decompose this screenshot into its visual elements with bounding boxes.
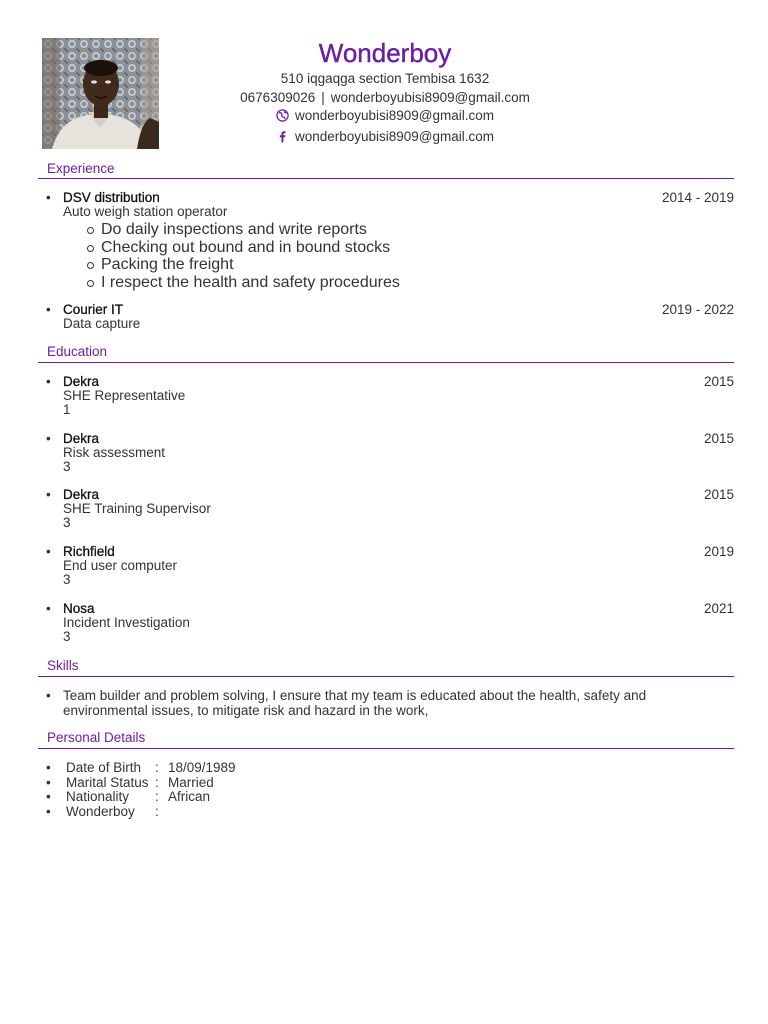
contact-separator: | — [321, 89, 325, 105]
list-bullet: • — [46, 544, 51, 559]
experience-divider — [38, 178, 734, 179]
job-role: Data capture — [63, 316, 141, 331]
skills-divider — [38, 676, 734, 677]
course-name: End user computer — [63, 558, 178, 573]
task-list — [101, 221, 400, 291]
detail-label: Marital Status — [66, 774, 149, 790]
list-bullet: • — [46, 789, 51, 805]
task-item: Packing the freight — [101, 256, 400, 274]
list-bullet: • — [46, 487, 51, 502]
employment-dates: 2014 - 2019 — [661, 190, 734, 205]
detail-value: 18/09/1989 — [168, 760, 236, 775]
course-level: 3 — [63, 629, 71, 644]
detail-value: Married — [168, 774, 214, 790]
phone-number: 0676309026 — [240, 89, 316, 105]
job-role: Auto weigh station operator — [63, 204, 228, 219]
education-year: 2015 — [703, 374, 734, 389]
task-item: I respect the health and safety procedures — [101, 273, 400, 291]
facebook-link[interactable]: wonderboyubisi8909@gmail.com — [294, 128, 495, 144]
institution-name: Nosa — [63, 601, 95, 616]
list-bullet: • — [46, 190, 51, 205]
course-name: SHE Representative — [63, 388, 186, 403]
education-heading: Education — [47, 344, 108, 359]
website-link[interactable]: wonderboyubisi8909@gmail.com — [294, 108, 495, 123]
personal-details-heading: Personal Details — [47, 730, 146, 745]
list-bullet: • — [46, 774, 51, 790]
detail-value: African — [168, 789, 211, 805]
skill-text: Team builder and problem solving, I ensure that my team is educated about the health, safety and environmental issues, to mitigate risk and hazard in the work, — [63, 688, 647, 718]
profile-photo-image — [42, 38, 159, 149]
resume-header — [160, 36, 610, 148]
education-divider — [38, 362, 734, 363]
candidate-name: Wonderboy — [318, 38, 452, 68]
employment-dates: 2019 - 2022 — [661, 302, 734, 317]
course-level: 3 — [63, 515, 71, 530]
course-level: 3 — [63, 572, 71, 587]
course-level: 1 — [63, 402, 71, 417]
profile-photo — [42, 38, 159, 149]
detail-colon: : — [155, 803, 159, 819]
education-year: 2015 — [703, 431, 734, 446]
list-bullet: • — [46, 803, 51, 819]
list-bullet: • — [46, 374, 51, 389]
skill-item — [46, 689, 666, 718]
company-name: Courier IT — [63, 302, 124, 317]
institution-name: Dekra — [63, 487, 100, 502]
education-year: 2019 — [703, 544, 734, 559]
website-line — [160, 107, 610, 128]
list-bullet: • — [46, 601, 51, 616]
globe-icon — [276, 109, 289, 128]
education-year: 2021 — [703, 601, 734, 616]
course-level: 3 — [63, 459, 71, 474]
institution-name: Dekra — [63, 431, 100, 446]
course-name: SHE Training Supervisor — [63, 501, 211, 516]
list-bullet: • — [46, 688, 51, 703]
list-bullet: • — [46, 431, 51, 446]
detail-colon: : — [155, 789, 159, 805]
facebook-line — [160, 128, 610, 149]
task-item: Checking out bound and in bound stocks — [101, 239, 400, 257]
detail-label: Wonderboy — [66, 803, 135, 819]
skills-heading: Skills — [47, 658, 79, 673]
course-name: Risk assessment — [63, 445, 166, 460]
facebook-icon — [276, 130, 289, 149]
institution-name: Dekra — [63, 374, 100, 389]
detail-label: Date of Birth — [66, 760, 142, 775]
address: 510 iqgaqga section Tembisa 1632 — [280, 71, 490, 86]
detail-colon: : — [155, 774, 159, 790]
contact-line — [160, 89, 610, 108]
email-link[interactable]: wonderboyubisi8909@gmail.com — [330, 89, 530, 105]
personal-details-divider — [38, 748, 734, 749]
experience-heading: Experience — [47, 161, 115, 176]
education-year: 2015 — [703, 487, 734, 502]
detail-colon: : — [155, 760, 159, 775]
list-bullet: • — [46, 302, 51, 317]
company-name: DSV distribution — [63, 190, 160, 205]
detail-label: Nationality — [66, 789, 130, 805]
task-item: Do daily inspections and write reports — [101, 221, 400, 239]
list-bullet: • — [46, 760, 51, 775]
course-name: Incident Investigation — [63, 615, 190, 630]
institution-name: Richfield — [63, 544, 115, 559]
